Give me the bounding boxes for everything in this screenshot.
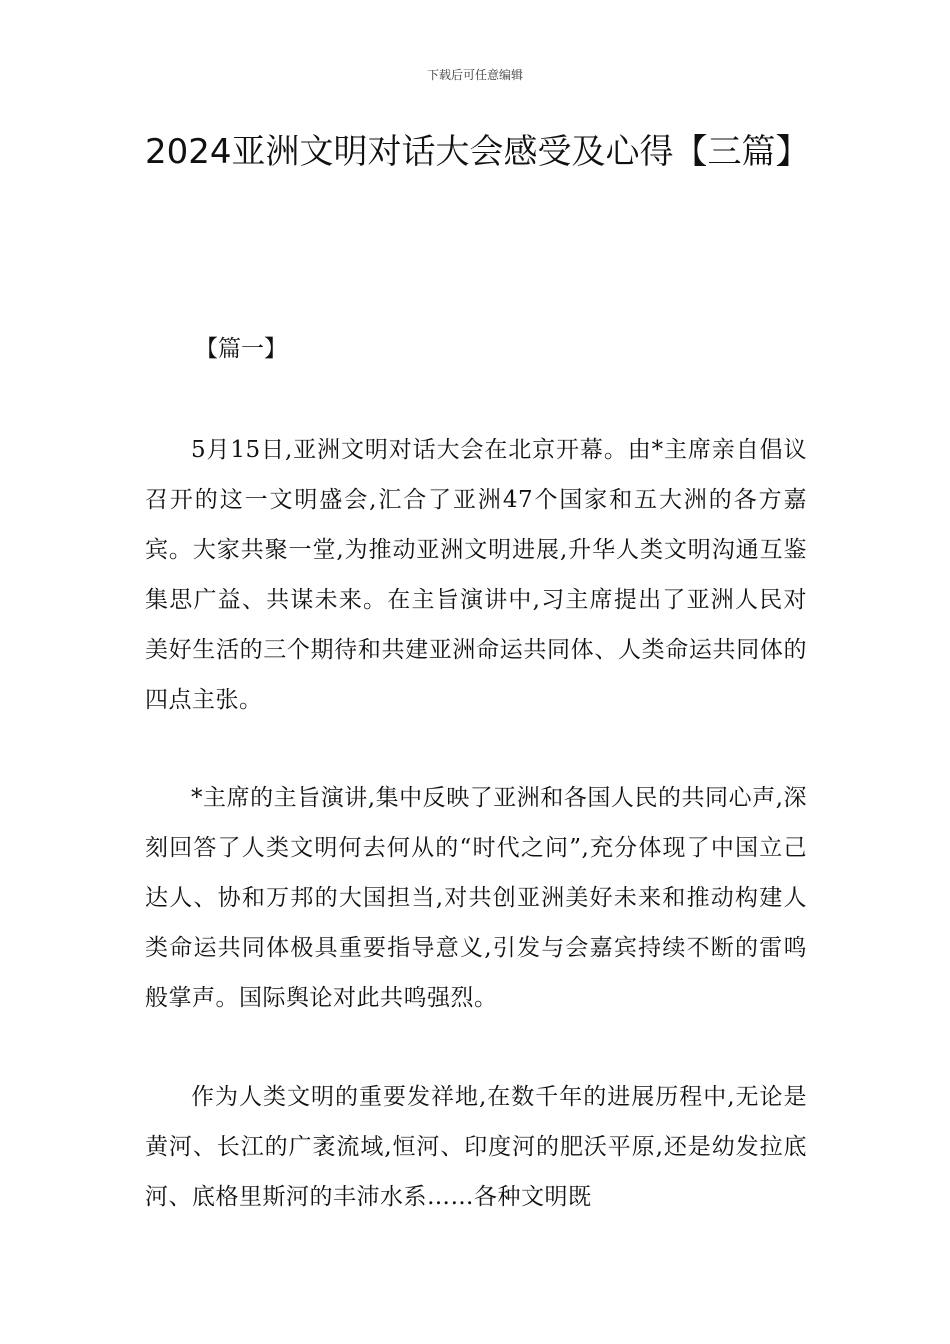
paragraph-text: 作为人类文明的重要发祥地,在数千年的进展历程中,无论是黄河、长江的广袤流域,恒河、印度河的肥沃平原,还是幼发拉底河、底格里斯河的丰沛水系……各种文明既 (145, 1084, 807, 1210)
paragraph-text: 5月15日,亚洲文明对话大会在北京开幕。由*主席亲自倡议召开的这一文明盛会,汇合了亚洲47个国家和五大洲的各方嘉宾。大家共聚一堂,为推动亚洲文明进展,升华人类文明沟通互鉴集思广益、共谋未来。在主旨演讲中,习主席提出了亚洲人民对美好生活的三个期待和共建亚洲命运共同体、人类命运共同体的四点主张。 (145, 437, 807, 713)
document-title: 2024亚洲文明对话大会感受及心得【三篇】 (145, 132, 810, 172)
header-note: 下载后可任意编辑 (426, 68, 523, 82)
paragraph-text: *主席的主旨演讲,集中反映了亚洲和各国人民的共同心声,深刻回答了人类文明何去何从的“时代之问”,充分体现了中国立己达人、协和万邦的大国担当,对共创亚洲美好未来和推动构建人类命运共同体极具重要指导意义,引发与会嘉宾持续不断的雷鸣般掌声。国际舆论对此共鸣强烈。 (145, 785, 807, 1011)
section-label: 【篇一】 (195, 336, 287, 362)
paragraph-3 (145, 1072, 807, 1222)
paragraph-1 (145, 425, 807, 725)
paragraph-2 (145, 773, 807, 1023)
